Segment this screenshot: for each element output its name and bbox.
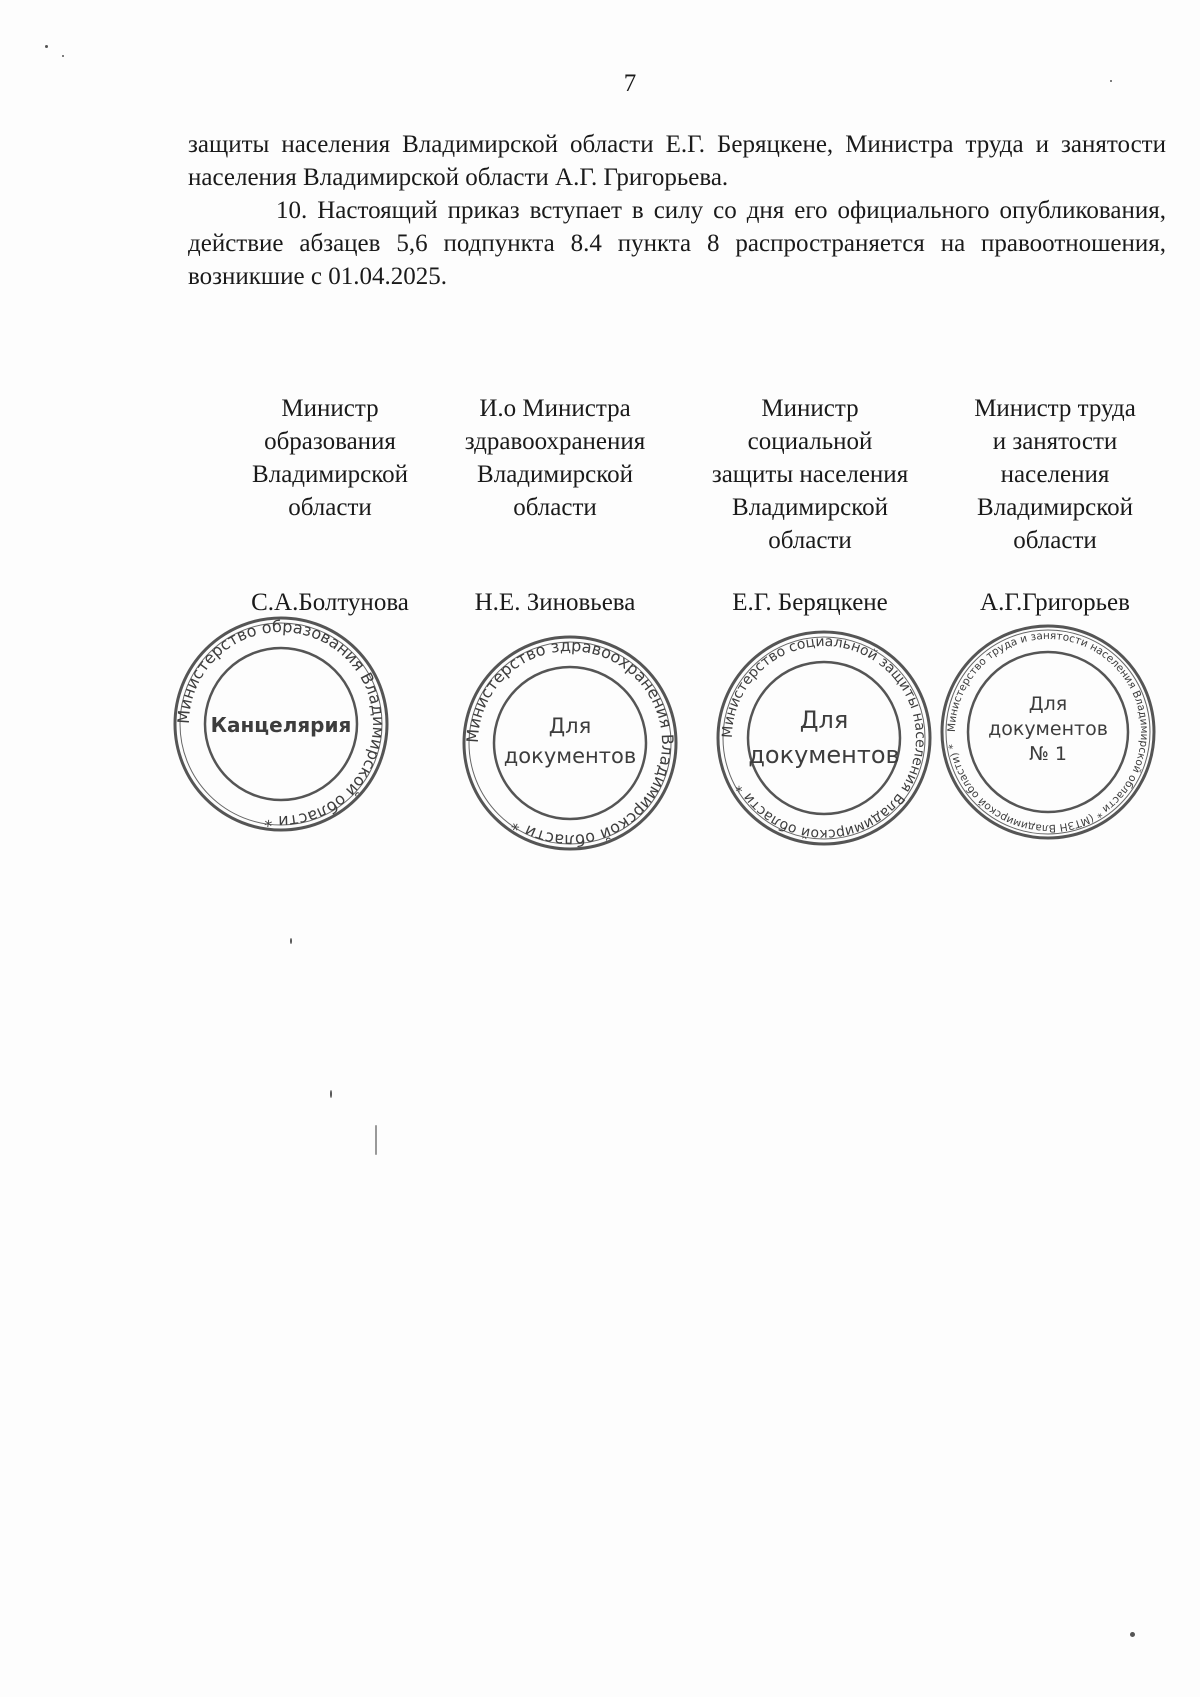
title-line: области <box>768 527 852 554</box>
text-line: и занятости населения Владимирской области А.Г. Григорьева. <box>188 131 1166 191</box>
seal-center-text: № 1 <box>1029 743 1067 765</box>
seal-ring-text: Министерство труда и занятости населения Владимирской области * (МТЗН Владимирской области) * <box>945 629 1151 835</box>
seal-social <box>714 628 934 848</box>
scan-speck <box>1110 80 1112 82</box>
title-line: социальной <box>747 428 873 455</box>
signatory-name: С.А.Болтунова <box>251 589 409 616</box>
title-line: защиты населения <box>711 461 909 488</box>
title-line: здравоохранения <box>464 428 646 455</box>
title-line: Владимирской <box>252 461 408 488</box>
scan-speck <box>290 938 292 944</box>
seal-center-text: Канцелярия <box>210 713 352 737</box>
text-line: 10. Настоящий приказ вступает в силу со дня его официального <box>276 197 990 224</box>
seal-center-text: документов <box>748 741 900 769</box>
title-line: И.о Министра <box>479 395 631 422</box>
title-line: области <box>1013 527 1097 554</box>
signatory-title <box>440 392 670 524</box>
paragraph-continuation <box>188 128 1166 194</box>
stamp-labor <box>938 622 1158 842</box>
scan-speck <box>45 45 48 48</box>
signatory-education-title <box>215 392 445 524</box>
text-line: на правоотношения, возникшие с 01.04.2025. <box>188 230 1166 290</box>
title-line: Министр <box>281 395 379 422</box>
seal-center-text: Для <box>799 706 849 734</box>
seal-ring-text: Министерство образования Владимирской области * <box>173 616 389 832</box>
title-line: области <box>513 494 597 521</box>
scan-speck <box>62 55 64 57</box>
page-number: 7 <box>623 70 637 97</box>
title-line: Владимирской <box>977 494 1133 521</box>
signatory-name: Н.Е. Зиновьева <box>474 589 636 616</box>
signatory-title <box>215 392 445 524</box>
title-line: Министр <box>761 395 859 422</box>
signatory-name: Е.Г. Беряцкене <box>732 589 888 616</box>
scan-speck <box>1130 1632 1135 1637</box>
seal-ring-text: Министерство социальной защиты населения Владимирской области * <box>719 633 929 843</box>
body-text <box>188 128 1166 293</box>
signatory-title <box>690 392 930 557</box>
scan-speck <box>330 1090 332 1098</box>
title-line: Владимирской <box>732 494 888 521</box>
seal-center-text: документов <box>503 744 637 768</box>
seal-center-text: Для <box>1028 693 1068 715</box>
seal-center-text: Для <box>548 714 592 738</box>
seal-ring-text: Министерство здравоохранения Владимирской области * <box>462 635 678 851</box>
text-line: опубликования, действие абзацев 5,6 подпункта 8.4 пункта 8 распространяется <box>188 197 1166 257</box>
stamp-education <box>171 614 391 834</box>
title-line: населения <box>1000 461 1110 488</box>
signatory-social-title <box>690 392 930 557</box>
stamp-health <box>460 633 680 853</box>
signatory-title <box>945 392 1165 557</box>
title-line: области <box>288 494 372 521</box>
seal-center-text: документов <box>988 718 1108 740</box>
signatory-health-title <box>440 392 670 524</box>
seal-health <box>460 633 680 853</box>
seal-education <box>171 614 391 834</box>
scan-speck <box>375 1125 377 1155</box>
title-line: Министр труда <box>974 395 1136 422</box>
title-line: Владимирской <box>477 461 633 488</box>
paragraph-10 <box>188 194 1166 293</box>
title-line: образования <box>264 428 396 455</box>
seal-labor <box>938 622 1158 842</box>
signatory-name: А.Г.Григорьев <box>980 589 1130 616</box>
text-line: защиты населения Владимирской области Е.Г. Беряцкене, Министра труда <box>188 131 1024 158</box>
stamp-social <box>714 628 934 848</box>
title-line: и занятости <box>992 428 1118 455</box>
signatory-labor-title <box>945 392 1165 557</box>
